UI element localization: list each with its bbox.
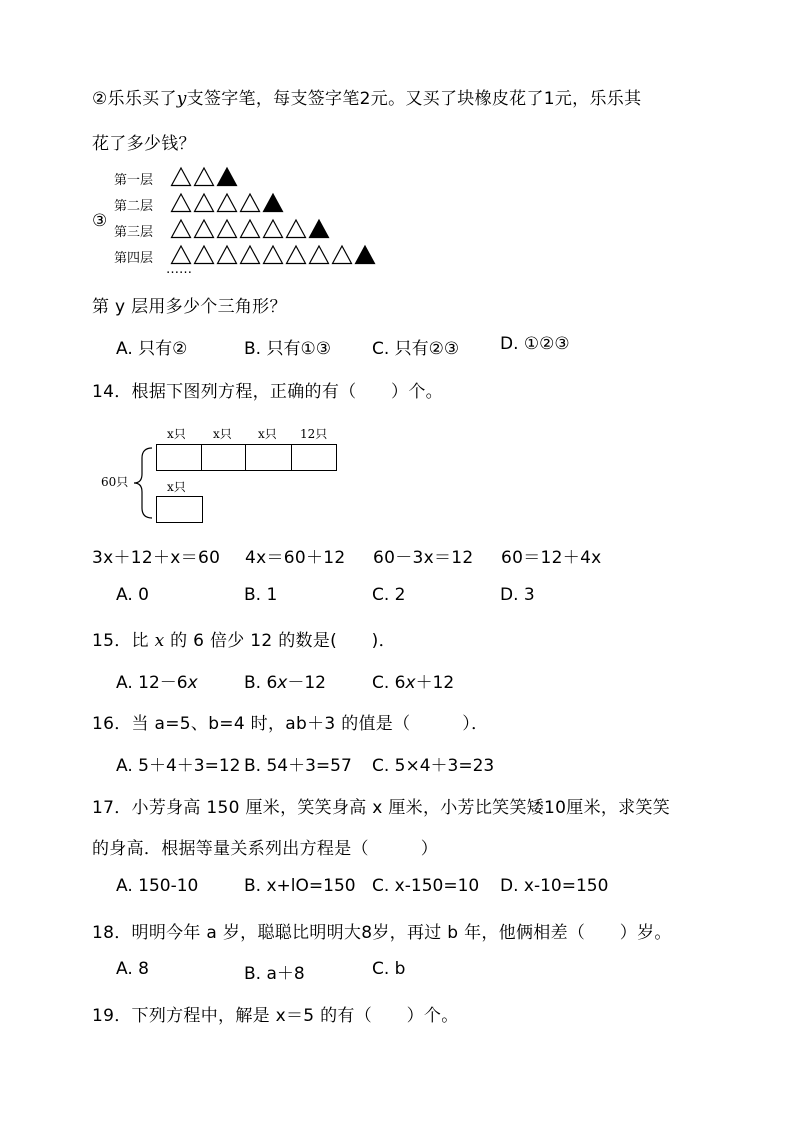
diagram-total-label: 60只 (101, 475, 129, 489)
layer-label-4: 第四层 (114, 251, 154, 266)
q15-option-b-post: －12 (287, 673, 326, 693)
hollow-triangle-icon (193, 244, 215, 265)
q16-option-c: C. 5×4＋3=23 (372, 756, 495, 776)
layer-label-2: 第二层 (114, 199, 154, 214)
filled-triangle-icon (354, 244, 376, 265)
diagram-segment-bottom (156, 496, 203, 523)
q19-stem: 19．下列方程中，解是 x＝5 的有（ ）个。 (92, 1006, 459, 1026)
hollow-triangle-icon (331, 244, 353, 265)
q17-option-a: A. 150-10 (116, 876, 199, 896)
q18-option-c: C. b (372, 959, 406, 979)
q13-item2-var: y (176, 89, 187, 109)
hollow-triangle-icon (193, 166, 215, 187)
q17-stem-line1: 17．小芳身高 150 厘米，笑笑身高 x 厘米，小芳比笑笑矮10厘米，求笑笑 (92, 798, 671, 818)
q17-option-b: B. x+lO=150 (244, 876, 356, 896)
q15-option-c-pre: C. 6 (372, 673, 406, 693)
q15-stem-a: 15．比 (92, 631, 149, 651)
q13-item2-line1 (92, 84, 641, 109)
q18-option-a: A. 8 (116, 959, 149, 979)
hollow-triangle-icon (308, 244, 330, 265)
q15-option-b (244, 668, 326, 693)
q13-item2-text-b: 支签字笔，每支签字笔2元。又买了块橡皮花了1元，乐乐其 (186, 89, 642, 109)
diagram-segment-12 (291, 444, 337, 471)
q15-stem (92, 626, 396, 651)
q18-stem: 18．明明今年 a 岁，聪聪比明明大8岁，再过 b 年，他俩相差（ ）岁。 (92, 923, 672, 943)
diagram-segment-x2 (201, 444, 247, 471)
q15-stem-var: x (154, 631, 165, 651)
q15-option-a (116, 668, 198, 693)
diagram-label-x2: x只 (213, 427, 232, 441)
q14-equation-4: 60＝12＋4x (501, 548, 602, 568)
q15-stem-b: 的 6 倍少 12 的数是( )． (170, 631, 396, 651)
q13-item3-question: 第 y 层用多少个三角形？ (92, 297, 287, 317)
q14-option-c: C. 2 (372, 585, 406, 605)
q14-option-b: B. 1 (244, 585, 278, 605)
q15-option-b-var: x (277, 673, 288, 693)
diagram-label-x1: x只 (167, 427, 186, 441)
q13-option-b: B. 只有①③ (244, 339, 331, 359)
q14-equation-2: 4x＝60＋12 (245, 548, 346, 568)
q13-option-a: A. 只有② (116, 339, 188, 359)
q17-option-d: D. x-10=150 (500, 876, 609, 896)
filled-triangle-icon (216, 166, 238, 187)
diagram-label-x3: x只 (258, 427, 277, 441)
q14-equation-1: 3x＋12＋x＝60 (92, 548, 221, 568)
q18-option-b: B. a＋8 (244, 964, 305, 984)
diagram-segment-x3 (245, 444, 293, 471)
filled-triangle-icon (308, 218, 330, 239)
triangle-row-1 (170, 166, 239, 187)
q15-option-c (372, 668, 454, 693)
triangle-row-3 (170, 218, 331, 239)
q16-option-a: A. 5＋4＋3=12 (116, 756, 241, 776)
diagram-label-bottom-x: x只 (167, 480, 186, 494)
layer-label-3: 第三层 (114, 225, 154, 240)
hollow-triangle-icon (170, 218, 192, 239)
hollow-triangle-icon (285, 218, 307, 239)
filled-triangle-icon (262, 192, 284, 213)
hollow-triangle-icon (239, 244, 261, 265)
q14-equation-3: 60－3x＝12 (373, 548, 474, 568)
q15-option-c-post: ＋12 (415, 673, 455, 693)
q14-stem: 14．根据下图列方程，正确的有（ ）个。 (92, 382, 443, 402)
hollow-triangle-icon (262, 218, 284, 239)
q14-option-d: D. 3 (500, 585, 535, 605)
q15-option-a-var: x (187, 673, 198, 693)
hollow-triangle-icon (216, 192, 238, 213)
q13-item2-line2: 花了多少钱？ (92, 134, 196, 154)
hollow-triangle-icon (216, 218, 238, 239)
q13-item3-marker: ③ (92, 211, 108, 231)
hollow-triangle-icon (193, 218, 215, 239)
hollow-triangle-icon (216, 244, 238, 265)
hollow-triangle-icon (193, 192, 215, 213)
ellipsis: …… (166, 262, 192, 277)
hollow-triangle-icon (239, 192, 261, 213)
q16-stem: 16．当 a=5、b=4 时，ab＋3 的值是（ ）． (92, 714, 489, 734)
hollow-triangle-icon (239, 218, 261, 239)
q15-option-c-var: x (405, 673, 416, 693)
triangle-row-4 (170, 244, 377, 265)
hollow-triangle-icon (170, 192, 192, 213)
q16-option-b: B. 54＋3=57 (244, 756, 352, 776)
q13-option-c: C. 只有②③ (372, 339, 460, 359)
q14-option-a: A. 0 (116, 585, 149, 605)
q15-option-b-pre: B. 6 (244, 673, 278, 693)
hollow-triangle-icon (262, 244, 284, 265)
q13-option-d: D. ①②③ (500, 334, 570, 354)
q17-stem-line2: 的身高．根据等量关系列出方程是（ ） (92, 839, 438, 859)
curly-brace-icon (130, 446, 154, 520)
hollow-triangle-icon (285, 244, 307, 265)
q17-option-c: C. x-150=10 (372, 876, 480, 896)
hollow-triangle-icon (170, 166, 192, 187)
triangle-row-2 (170, 192, 285, 213)
q15-option-a-pre: A. 12－6 (116, 673, 188, 693)
diagram-segment-x1 (156, 444, 203, 471)
q13-item2-text-a: ②乐乐买了 (92, 89, 177, 109)
diagram-label-12: 12只 (300, 427, 328, 441)
layer-label-1: 第一层 (114, 173, 154, 188)
